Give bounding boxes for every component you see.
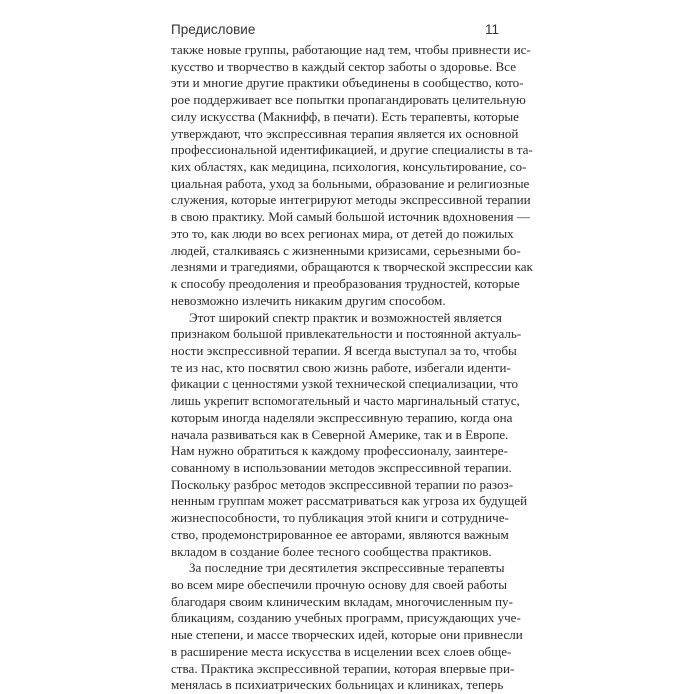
text-line: начала развиваться как в Северной Америке, так и в Европе. bbox=[171, 426, 509, 442]
text-line: ные степени, и массе творческих идей, которые они привнесли bbox=[171, 627, 523, 643]
page-number: 11 bbox=[484, 22, 499, 37]
paragraph-1 bbox=[171, 42, 533, 310]
text-line: ство, продемонстрированное ее авторами, являются важным bbox=[171, 526, 509, 542]
text-line: к способу преодоления и преобразования трудностей, которые bbox=[171, 276, 520, 292]
running-head bbox=[171, 22, 499, 38]
text-line: бликациям, созданию учебных программ, присуждающих уче- bbox=[171, 610, 521, 626]
text-line: в свою практику. Мой самый большой источник вдохновения — bbox=[171, 209, 530, 225]
text-line: ности экспрессивной терапии. Я всегда выступал за то, чтобы bbox=[171, 342, 517, 358]
text-line: утверждают, что экспрессивная терапия является их основной bbox=[171, 125, 519, 141]
text-line: благодаря своим клиническим вкладам, многочисленным пу- bbox=[171, 593, 513, 609]
text-line: которым иногда наделяли экспрессивную терапию, когда она bbox=[171, 409, 513, 425]
text-line: служения, которые интегрируют методы экспрессивной терапии bbox=[171, 192, 531, 208]
text-line: рое поддерживает все попытки пропагандировать целительную bbox=[171, 92, 526, 108]
text-line: циальная работа, уход за больными, образование и религиозные bbox=[171, 175, 530, 191]
text-line: признаком большой привлекательности и постоянной актуаль- bbox=[171, 326, 522, 342]
text-line: фикации с ценностями узкой технической специализации, что bbox=[171, 376, 519, 392]
text-line: лезнями и трагедиями, обращаются к творческой экспрессии как bbox=[171, 259, 533, 275]
text-line: во всем мире обеспечили прочную основу для своей работы bbox=[171, 577, 508, 592]
text-line: эти и многие другие практики объединены в сообщество, кото- bbox=[171, 75, 524, 91]
text-line: Этот широкий спектр практик и возможностей является bbox=[189, 309, 502, 325]
text-line: профессиональной идентификацией, и другие специалисты в та- bbox=[171, 142, 533, 158]
text-line: в расширение места искусства в исцелении всех слоев обще- bbox=[171, 643, 512, 659]
text-line: Поскольку разброс методов экспрессивной терапии по разоз- bbox=[171, 476, 514, 492]
running-title: Предисловие bbox=[171, 22, 256, 37]
text-line: кусство и творчество в каждый сектор заботы о здоровье. Все bbox=[171, 58, 517, 74]
text-line: силу искусства (Макнифф, в печати). Есть терапевты, которые bbox=[171, 108, 519, 124]
text-line: менялась в психиатрических больницах и клиниках, теперь bbox=[171, 677, 504, 693]
text-line: ких областях, как медицина, психология, консультирование, со- bbox=[171, 159, 527, 175]
text-line: жизнеспособности, то публикация этой книги и сотрудниче- bbox=[171, 510, 509, 526]
text-line: это то, как люди во всех регионах мира, от детей до пожилых bbox=[171, 225, 514, 241]
text-line: невозможно излечить никаким другим способом. bbox=[171, 292, 446, 308]
text-line: сованному в использовании методов экспрессивной терапии. bbox=[171, 459, 512, 475]
text-line: вкладом в создание более тесного сообщества практиков. bbox=[171, 543, 492, 559]
text-line: ненным группам может рассматриваться как угроза их будущей bbox=[171, 493, 528, 509]
paragraph-3 bbox=[171, 560, 523, 694]
text-line: людей, сталкиваясь с жизненными кризисами, серьезными бо- bbox=[171, 242, 521, 258]
text-line: те из нас, кто посвятил свою жизнь работе, избегали иденти- bbox=[171, 359, 511, 375]
text-line: лишь укрепит вспомогательный и часто маргинальный статус, bbox=[171, 393, 520, 409]
paragraph-2 bbox=[171, 309, 528, 561]
text-line: За последние три десятилетия экспрессивные терапевты bbox=[189, 560, 505, 576]
body-text bbox=[171, 42, 533, 694]
text-line: Нам нужно обратиться к каждому профессионалу, заинтере- bbox=[171, 443, 508, 459]
text-line: также новые группы, работающие над тем, чтобы привнести ис- bbox=[171, 42, 531, 57]
text-line: ства. Практика экспрессивной терапии, которая впервые при- bbox=[171, 660, 515, 676]
